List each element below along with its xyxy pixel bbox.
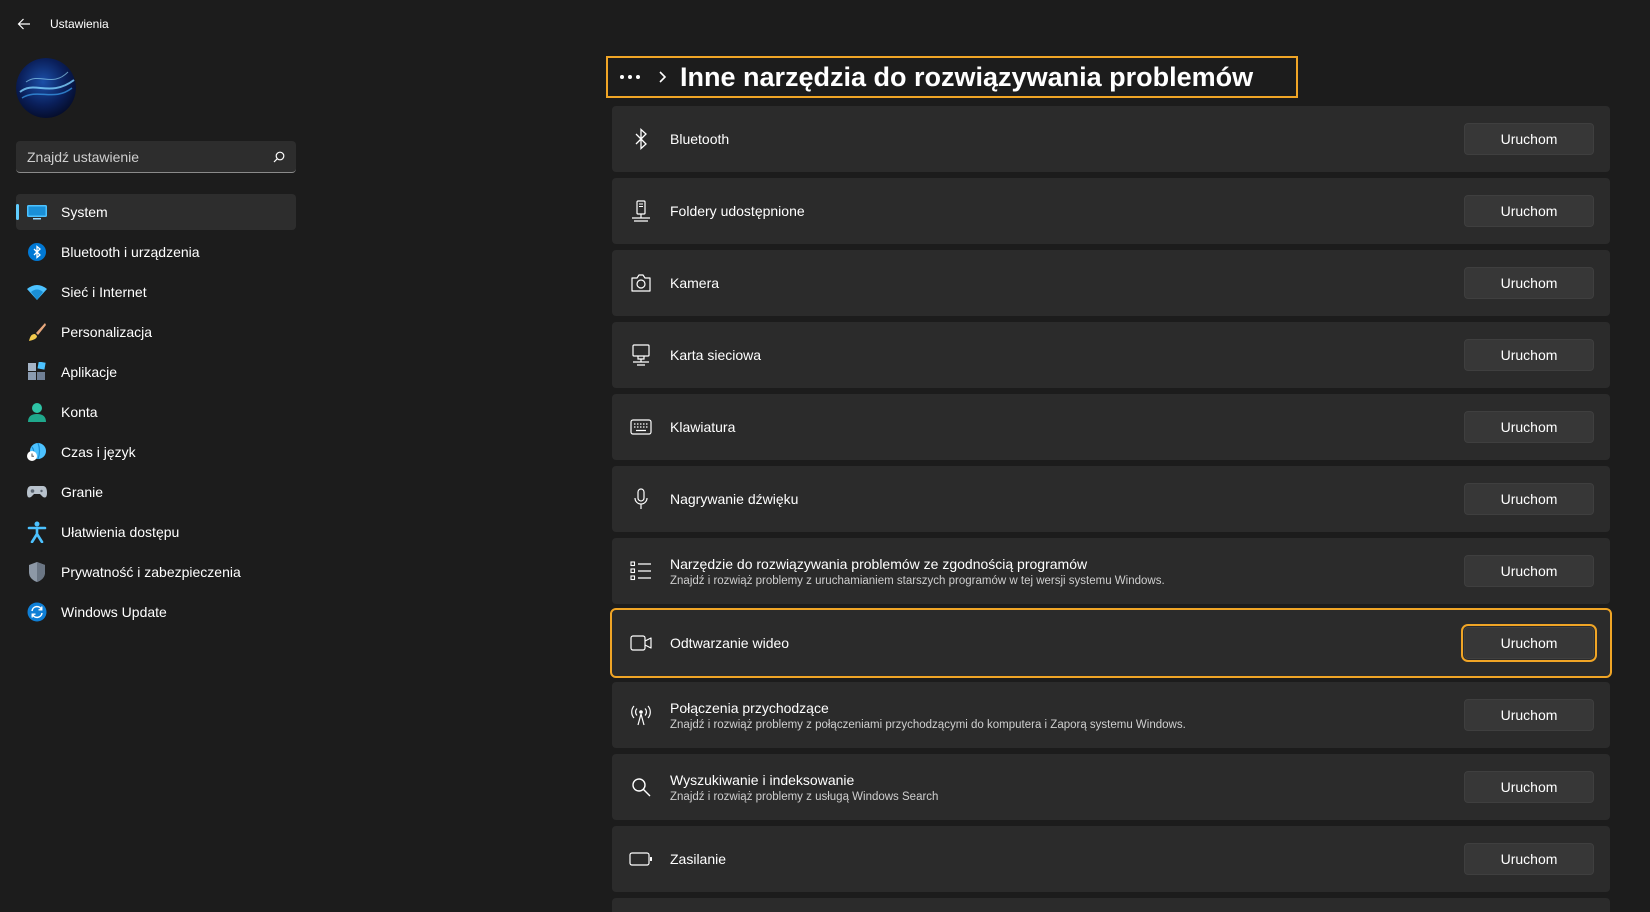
list-item [612, 322, 1610, 388]
list-item [612, 610, 1610, 676]
item-description: Znajdź i rozwiąż problemy z usługą Windows Search [670, 790, 939, 803]
sidebar-item-label: Windows Update [61, 604, 167, 620]
list-item [612, 106, 1610, 172]
sidebar-item-label: Granie [61, 484, 104, 500]
app-title: Ustawienia [50, 17, 109, 31]
search-input[interactable] [16, 141, 262, 172]
wifi-icon [26, 281, 48, 303]
search-icon [628, 774, 654, 800]
list-icon [628, 558, 654, 584]
run-button[interactable]: Uruchom [1464, 267, 1594, 299]
list-item [612, 394, 1610, 460]
sidebar-item-windows-update[interactable] [16, 594, 296, 630]
apps-icon [26, 361, 48, 383]
antenna-icon [628, 702, 654, 728]
person-icon [26, 401, 48, 423]
item-title: Kamera [670, 275, 720, 291]
item-title: Zasilanie [670, 851, 727, 867]
back-button[interactable] [10, 12, 38, 36]
run-button[interactable]: Uruchom [1464, 483, 1594, 515]
item-title: Narzędzie do rozwiązywania problemów ze zgodnością programów [670, 555, 1088, 572]
search-icon [273, 151, 285, 163]
accessibility-icon [26, 521, 48, 543]
sidebar-item-label: Prywatność i zabezpieczenia [61, 564, 241, 580]
sidebar-item-label: Sieć i Internet [61, 284, 147, 300]
list-item [612, 682, 1610, 748]
item-title: Połączenia przychodzące [670, 699, 829, 716]
network-adapter-icon [628, 342, 654, 368]
update-icon [26, 601, 48, 623]
run-button[interactable]: Uruchom [1464, 411, 1594, 443]
battery-icon [628, 846, 654, 872]
sidebar-item-label: System [61, 204, 108, 220]
sidebar-item-apps[interactable] [16, 354, 296, 390]
item-title: Klawiatura [670, 419, 736, 435]
title-bar [0, 0, 1650, 48]
breadcrumb [606, 56, 1298, 98]
bluetooth-icon [26, 241, 48, 263]
avatar[interactable] [16, 58, 76, 118]
run-button[interactable]: Uruchom [1464, 843, 1594, 875]
sidebar-item-label: Aplikacje [61, 364, 118, 380]
search-box[interactable] [16, 141, 296, 173]
run-button[interactable]: Uruchom [1464, 339, 1594, 371]
list-item [612, 754, 1610, 820]
shared-folder-icon [628, 198, 654, 224]
sidebar-item-gaming[interactable] [16, 474, 296, 510]
video-icon [628, 630, 654, 656]
back-arrow-icon [17, 17, 31, 31]
sidebar-item-time-language[interactable] [16, 434, 296, 470]
item-title: Odtwarzanie wideo [670, 635, 790, 651]
sidebar-nav [16, 194, 296, 634]
run-button[interactable]: Uruchom [1464, 699, 1594, 731]
shield-icon [26, 561, 48, 583]
run-button[interactable]: Uruchom [1464, 555, 1594, 587]
more-icon [619, 74, 641, 80]
microphone-icon [628, 486, 654, 512]
run-button[interactable]: Uruchom [1464, 627, 1594, 659]
sidebar-item-label: Czas i język [61, 444, 136, 460]
sidebar-item-label: Personalizacja [61, 324, 153, 340]
sidebar-item-system[interactable] [16, 194, 296, 230]
sidebar-item-label: Konta [61, 404, 98, 420]
bluetooth-icon [628, 126, 654, 152]
run-button[interactable]: Uruchom [1464, 771, 1594, 803]
list-item-partial [612, 898, 1610, 912]
globe-clock-icon [26, 441, 48, 463]
item-title: Nagrywanie dźwięku [670, 491, 799, 507]
list-item [612, 538, 1610, 604]
page-title: Inne narzędzia do rozwiązywania problemów [680, 61, 1254, 92]
list-item [612, 826, 1610, 892]
system-icon [26, 201, 48, 223]
sidebar-item-personalization[interactable] [16, 314, 296, 350]
breadcrumb-more-button[interactable] [610, 58, 650, 96]
item-title: Karta sieciowa [670, 347, 762, 363]
item-description: Znajdź i rozwiąż problemy z połączeniami przychodzącymi do komputera i Zaporą systemu Windows. [670, 718, 1186, 731]
item-title: Foldery udostępnione [670, 203, 805, 219]
keyboard-icon [628, 414, 654, 440]
sidebar-item-privacy[interactable] [16, 554, 296, 590]
chevron-right-icon [650, 70, 674, 84]
search-button[interactable] [262, 141, 296, 172]
sidebar-item-bluetooth[interactable] [16, 234, 296, 270]
gamepad-icon [26, 481, 48, 503]
troubleshooter-list [612, 106, 1610, 912]
item-description: Znajdź i rozwiąż problemy z uruchamianiem starszych programów w tej wersji systemu Windows. [670, 574, 1165, 587]
item-title: Bluetooth [670, 131, 730, 147]
list-item [612, 250, 1610, 316]
camera-icon [628, 270, 654, 296]
brush-icon [26, 321, 48, 343]
sidebar-item-accounts[interactable] [16, 394, 296, 430]
sidebar-item-accessibility[interactable] [16, 514, 296, 550]
sidebar-item-label: Ułatwienia dostępu [61, 524, 180, 540]
run-button[interactable]: Uruchom [1464, 195, 1594, 227]
item-title: Wyszukiwanie i indeksowanie [670, 771, 855, 788]
sidebar-item-network[interactable] [16, 274, 296, 310]
list-item [612, 178, 1610, 244]
list-item [612, 466, 1610, 532]
sidebar-item-label: Bluetooth i urządzenia [61, 244, 200, 260]
run-button[interactable]: Uruchom [1464, 123, 1594, 155]
